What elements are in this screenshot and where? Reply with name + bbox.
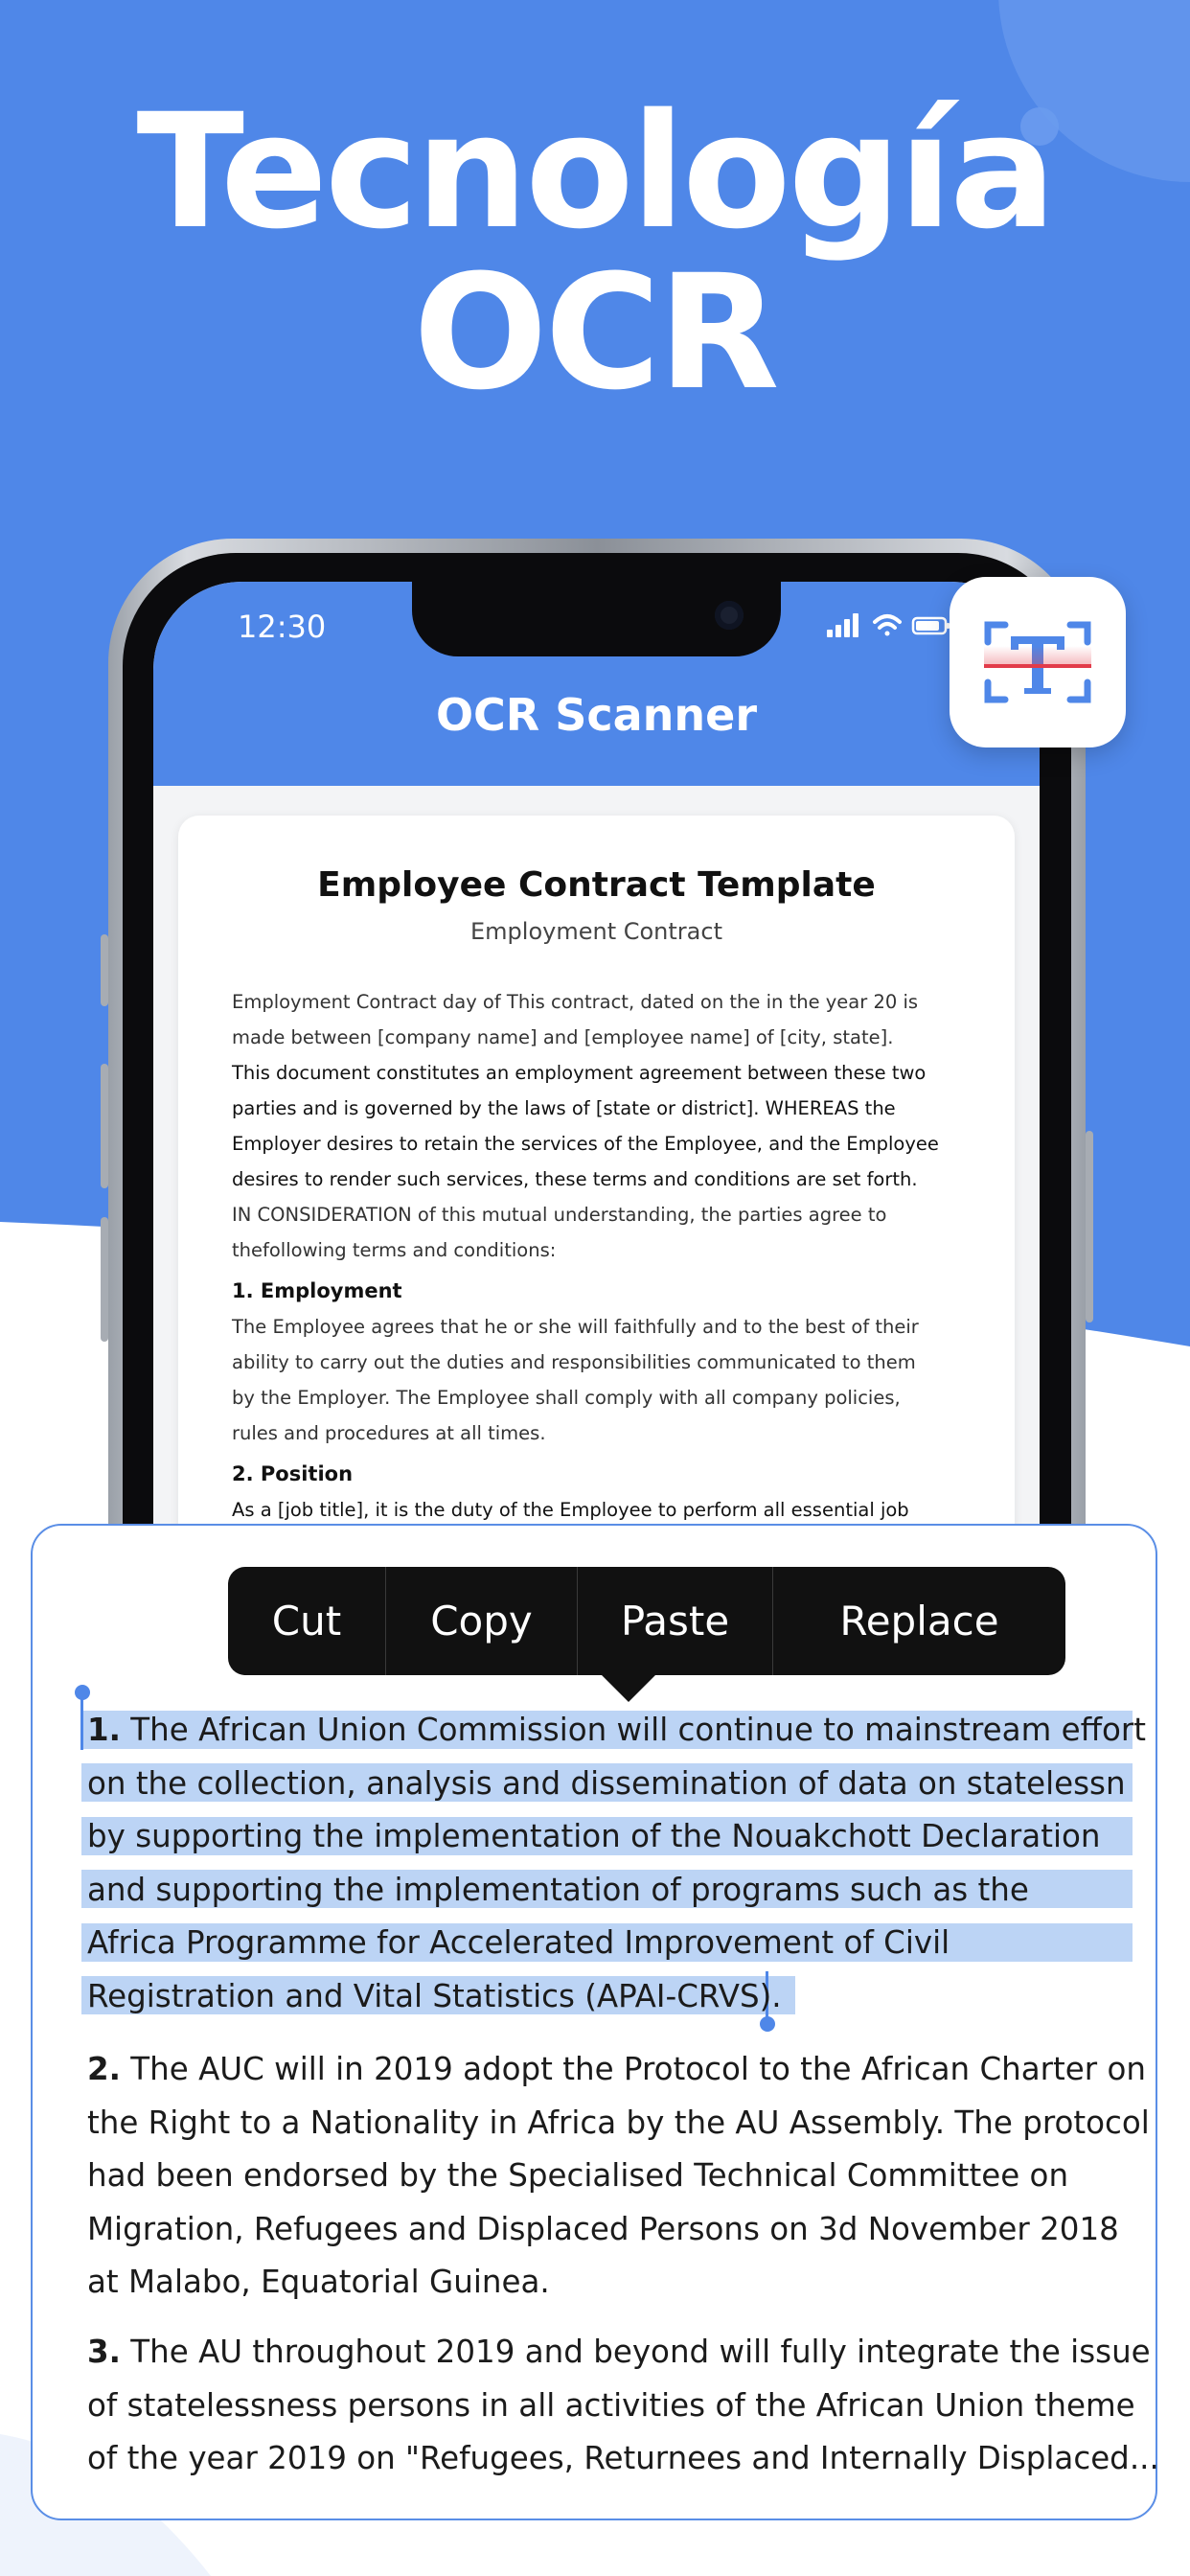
ocr-scan-icon bbox=[950, 577, 1126, 748]
ocr-paragraph-3[interactable] bbox=[87, 2326, 1159, 2486]
paragraph-line: the Right to a Nationality in Africa by the AU Assembly. The protocol bbox=[87, 2104, 1150, 2141]
document-line: ability to carry out the duties and responsibilities communicated to them bbox=[232, 1351, 916, 1373]
paragraph-number: 2. bbox=[87, 2051, 121, 2087]
document-title: Employee Contract Template bbox=[317, 865, 876, 905]
ocr-text-card bbox=[31, 1524, 1157, 2520]
document-section-heading: 1. Employment bbox=[232, 1279, 402, 1302]
front-camera bbox=[715, 601, 744, 630]
phone-volume-down-button bbox=[101, 1217, 108, 1342]
paragraph-line: The AU throughout 2019 and beyond will fully integrate the issue bbox=[120, 2334, 1151, 2370]
paragraph-line: at Malabo, Equatorial Guinea. bbox=[87, 2264, 550, 2300]
wifi-icon bbox=[875, 616, 900, 636]
paragraph-number: 3. bbox=[87, 2334, 121, 2370]
paragraph-line: Migration, Refugees and Displaced Persons on 3d November 2018 bbox=[87, 2210, 1119, 2247]
context-menu bbox=[228, 1567, 1065, 1675]
document-body bbox=[232, 984, 989, 1528]
paste-button[interactable]: Paste bbox=[578, 1567, 773, 1675]
app-title: OCR Scanner bbox=[435, 689, 758, 741]
document-line: IN CONSIDERATION of this mutual understanding, the parties agree to bbox=[232, 1204, 887, 1226]
document-line: parties and is governed by the laws of [state or district]. WHEREAS the bbox=[232, 1097, 896, 1119]
paragraph-line: The African Union Commission will continue to mainstream effort bbox=[120, 1712, 1146, 1748]
paragraph-line: and supporting the implementation of programs such as the bbox=[87, 1871, 1029, 1908]
document-line: Employer desires to retain the services of the Employee, and the Employee bbox=[232, 1133, 939, 1155]
app-header bbox=[153, 582, 1040, 786]
document-line: As a [job title], it is the duty of the Employee to perform all essential job bbox=[232, 1499, 909, 1521]
paragraph-line: by supporting the implementation of the Nouakchott Declaration bbox=[87, 1818, 1101, 1854]
headline-line-1: Tecnología bbox=[136, 80, 1054, 264]
document-line: The Employee agrees that he or she will faithfully and to the best of their bbox=[232, 1316, 919, 1338]
ocr-scan-app-icon bbox=[950, 577, 1126, 748]
document-section-heading: 2. Position bbox=[232, 1462, 354, 1485]
document-line: rules and procedures at all times. bbox=[232, 1422, 546, 1444]
document-line: made between [company name] and [employee name] of [city, state]. bbox=[232, 1026, 894, 1048]
copy-button[interactable]: Copy bbox=[386, 1567, 578, 1675]
paragraph-line: of statelessness persons in all activities of the African Union theme bbox=[87, 2386, 1135, 2424]
paragraph-number: 1. bbox=[87, 1712, 121, 1748]
document-line: This document constitutes an employment agreement between these two bbox=[232, 1062, 927, 1084]
paragraph-line: Registration and Vital Statistics (APAI-CRVS). bbox=[87, 1977, 782, 2014]
paragraph-line: The AUC will in 2019 adopt the Protocol to the African Charter on bbox=[120, 2051, 1146, 2087]
status-time: 12:30 bbox=[238, 609, 327, 645]
replace-button[interactable]: Replace bbox=[839, 1598, 999, 1644]
headline-line-2: OCR bbox=[413, 241, 777, 425]
notch bbox=[412, 582, 781, 656]
ocr-paragraph-1[interactable] bbox=[87, 1704, 1146, 2023]
phone-power-button bbox=[1086, 1131, 1093, 1322]
document-line: thefollowing terms and conditions: bbox=[232, 1239, 557, 1261]
paragraph-line: Africa Programme for Accelerated Improvement of Civil bbox=[87, 1924, 950, 1961]
document-subtitle: Employment Contract bbox=[470, 918, 722, 945]
cut-button[interactable]: Cut bbox=[228, 1567, 386, 1675]
signal-icon bbox=[827, 613, 858, 637]
document-line: by the Employer. The Employee shall comply with all company policies, bbox=[232, 1387, 901, 1409]
document-line: desires to render such services, these terms and conditions are set forth. bbox=[232, 1168, 918, 1190]
document-line: Employment Contract day of This contract, dated on the in the year 20 is bbox=[232, 991, 919, 1013]
paragraph-line: on the collection, analysis and dissemination of data on statelessn bbox=[87, 1764, 1126, 1802]
paragraph-line: of the year 2019 on "Refugees, Returnees and Internally Displaced... bbox=[87, 2440, 1159, 2476]
context-menu-arrow bbox=[600, 1673, 657, 1702]
battery-icon bbox=[913, 618, 950, 633]
ocr-paragraph-2[interactable] bbox=[87, 2043, 1150, 2310]
status-icons bbox=[827, 610, 951, 639]
headline bbox=[0, 80, 1190, 425]
phone-volume-up-button bbox=[101, 1064, 108, 1188]
selection-start-stem bbox=[80, 1694, 83, 1750]
phone-side-button bbox=[101, 934, 108, 1006]
paragraph-line: had been endorsed by the Specialised Technical Committee on bbox=[87, 2157, 1069, 2194]
